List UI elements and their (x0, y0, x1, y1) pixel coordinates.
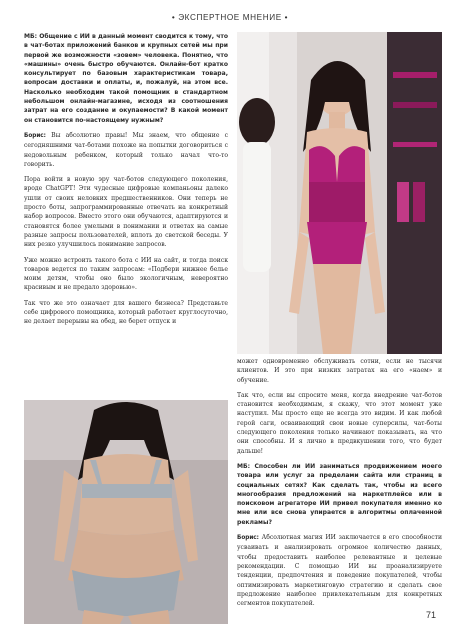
question-paragraph (24, 32, 228, 125)
page-number: 71 (425, 610, 436, 620)
body-paragraph: Так что, если вы спросите меня, когда внедрение чат-ботов становится необходимым, я скажу, что этот момент уже наступил. Мы просто еще не всегда это видим. И как любой герой саги, осваивающий свои новые суперсилы, чат-боты следующего поколения только начинают показывать, на что они способны. И я лично в предвкушении того, что будет дальше! (237, 391, 442, 455)
answer-paragraph (24, 131, 228, 169)
lingerie-fitting-room-photo (237, 32, 442, 354)
left-text-column (24, 32, 228, 333)
body-paragraph: Уже можно встроить такого бота с ИИ на сайт, и тогда поиск товаров ведется по таким запросам: «Подбери нижнее белье моим детям, чтобы оно было экологичным, невероятно красивым и не предало здоровью». (24, 256, 228, 292)
body-paragraph: Так что же это означает для вашего бизнеса? Представьте себе цифрового помощника, который работает круглосуточно, не делает перерывы на обед, не берет отпуск и (24, 299, 228, 326)
right-text-column (237, 357, 442, 614)
answer-paragraph (237, 533, 442, 608)
body-paragraph: Пора войти в новую эру чат-ботов следующего поколения, вроде ChatGPT! Эти чудесные цифровые компаньоны далеко ушли от своих неловких предшественников. Они теперь не просто боты, запрограммированные отвечать на конкретный набор вопросов. Вместо этого они обучаются, адаптируются и становятся более умелыми в понимании и ответах на самые разные запросы пользователей, вплоть до светской беседы. У них резко улучшилось понимание запросов. (24, 176, 228, 249)
lingerie-back-view-photo (24, 400, 228, 624)
speaker-label: МБ: (237, 462, 251, 470)
photo-illustration (24, 400, 228, 624)
question-paragraph (237, 462, 442, 527)
speaker-label: Борис: (24, 132, 46, 139)
paragraph-text: Общение с ИИ в данный момент сводится к тому, что в чат-ботах приложений банков и крупных сетей мы при первой же возможности «зовем» человека. Понятно, что «машины» очень быстро обучаются. Онлайн-бот кратко консультирует по базовым характеристикам товара, вопросам доставки и оплаты, и, пожалуй, на этом все. Насколько необходим такой помощник в стандартном небольшом онлайн-магазине, исходя из соотношения затрат на его создание и окупаемости? В какой момент он становится по-настоящему нужным? (24, 33, 229, 124)
photo-illustration (237, 32, 442, 354)
paragraph-text: Абсолютная магия ИИ заключается в его способности усваивать и анализировать огромное количество данных, чтобы предоставить наиболее релевантные и целевые рекомендации. С помощью ИИ вы проанализируете тенденции, предпочтения и поведение покупателей, чтобы оптимизировать маркетинговую стратегию и сделать свое предложение наиболее привлекательным для конкретных сегментов покупателей. (237, 534, 442, 608)
body-paragraph: может одновременно обслуживать сотни, если не тысячи клиентов. И это при низких затратах на его «наем» и обучение. (237, 358, 442, 384)
speaker-label: МБ: (24, 33, 38, 40)
paragraph-text: Вы абсолютно правы! Мы знаем, что общение с сегодняшними чат-ботами похоже на попытки договориться с недовольным ребенком, который только начал что-то говорить. (24, 131, 228, 168)
section-header: • ЭКСПЕРТНОЕ МНЕНИЕ • (171, 13, 289, 22)
speaker-label: Борис: (237, 535, 259, 542)
paragraph-text: Способен ли ИИ заниматься продвижением моего товара или услуг за пределами сайта или страниц в социальных сетях? Как сделать так, чтобы из всего многообразия предложений на маркетплейсе или в поисковом агрегаторе ИИ привел покупателя именно ко мне или все снова упирается в алгоритмы оплаченной рекламы? (237, 462, 442, 526)
